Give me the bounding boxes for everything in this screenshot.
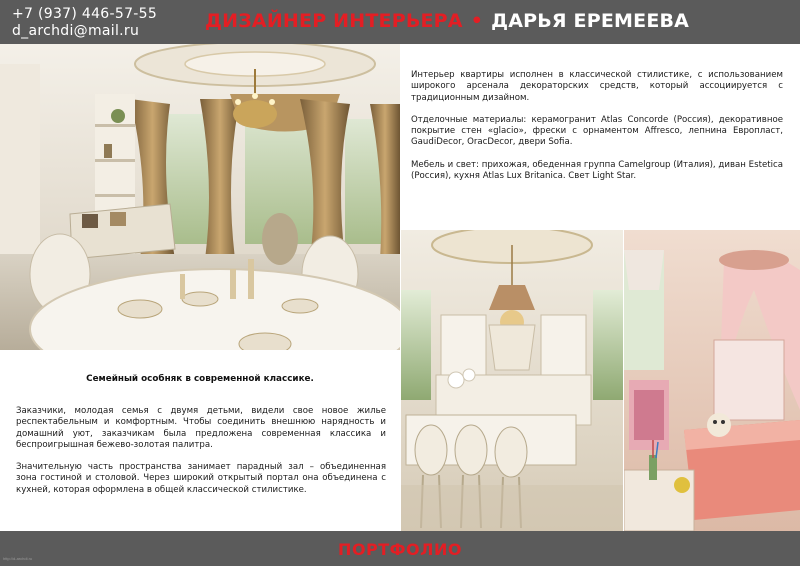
title-separator: • xyxy=(470,10,484,32)
project-body xyxy=(16,406,386,507)
interior-description xyxy=(411,70,783,193)
kitchen-photo xyxy=(401,230,623,531)
project-paragraph-space: Значительную часть пространства занимает парадный зал – объединенная зона гостиной и столовой. Через широкий открытый портал она объединена с кухней, которая оформлена в общей классической стилистике. xyxy=(16,462,386,495)
phone-number[interactable]: +7 (937) 446-57-55 xyxy=(12,6,158,22)
description-paragraph: Интерьер квартиры исполнен в классической стилистике, с использованием широкого арсенала декораторских средств, который ассоциируется с традиционным дизайном. xyxy=(411,70,783,103)
header-bar xyxy=(0,0,800,44)
materials-paragraph: Отделочные материалы: керамогранит Atlas Concorde (Россия), декоративное покрытие стен «glacio», фрески с орнаментом Affresco, лепнина Европласт, GaudiDecor, OracDecor, двери Sofia. xyxy=(411,114,783,148)
portfolio-label[interactable]: ПОРТФОЛИО xyxy=(338,540,462,559)
project-text-box xyxy=(0,350,400,531)
title-designer-name: ДАРЬЯ ЕРЕМЕЕВА xyxy=(491,10,690,32)
footer-bar xyxy=(0,531,800,566)
contact-block xyxy=(12,6,157,40)
page-title xyxy=(205,10,689,32)
bedroom-photo xyxy=(624,230,800,531)
project-paragraph-clients: Заказчики, молодая семья с двумя детьми, видели свое новое жилье респектабельным и комфортным. Чтобы соединить внешнюю нарядность и домашний уют, заказчикам была предложена современная классика и беспроигрышная бежево-золотая палитра. xyxy=(16,406,386,450)
email-address[interactable]: d_archdi@mail.ru xyxy=(12,23,140,39)
living-room-photo xyxy=(0,44,400,350)
furniture-paragraph: Мебель и свет: прихожая, обеденная группа Camelgroup (Италия), диван Estetica (Россия), кухня Atlas Lux Britanica. Свет Light Star. xyxy=(411,159,783,182)
project-heading: Семейный особняк в современной классике. xyxy=(86,374,314,384)
title-profession: ДИЗАЙНЕР ИНТЕРЬЕРА xyxy=(205,10,463,32)
footer-note: http://d-archdi.ru xyxy=(3,556,33,561)
